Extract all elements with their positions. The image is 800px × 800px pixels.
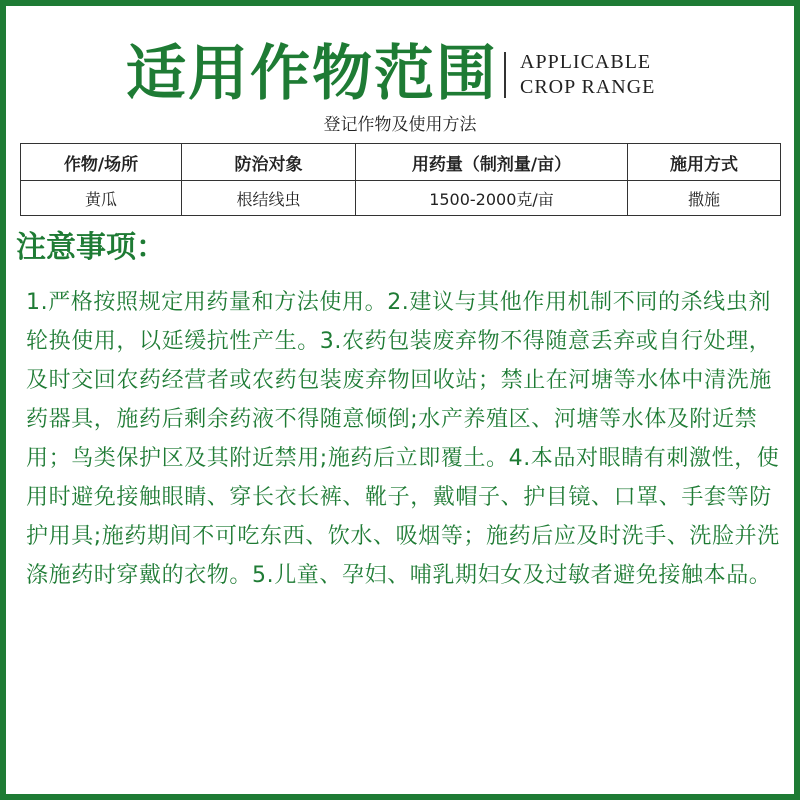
header-method: 施用方式: [628, 144, 781, 181]
english-title-line1: APPLICABLE: [520, 51, 652, 73]
header-target: 防治对象: [182, 144, 356, 181]
table-row: [21, 181, 781, 216]
cell-target: 根结线虫: [182, 181, 356, 216]
cell-crop: 黄瓜: [21, 181, 182, 216]
table-header-row: [21, 144, 781, 181]
crop-usage-table: [20, 143, 781, 216]
cell-method: 撒施: [628, 181, 781, 216]
header-dosage: 用药量（制剂量/亩）: [356, 144, 628, 181]
title-divider: [504, 52, 506, 98]
header-crop: 作物/场所: [21, 144, 182, 181]
notes-body: 1.严格按照规定用药量和方法使用。2.建议与其他作用机制不同的杀线虫剂轮换使用，以延缓抗性产生。3.农药包装废弃物不得随意丢弃或自行处理，及时交回农药经营者或农药包装废弃物回收站；禁止在河塘等水体中清洗施药器具，施药后剩余药液不得随意倾倒;水产养殖区、河塘等水体及附近禁用；鸟类保护区及其附近禁用;施药后立即覆土。4.本品对眼睛有刺激性，使用时避免接触眼睛、穿长衣长裤、靴子，戴帽子、护目镜、口罩、手套等防护用具;施药期间不可吃东西、饮水、吸烟等；施药后应及时洗手、洗脸并洗涤施药时穿戴的衣物。5.儿童、孕妇、哺乳期妇女及过敏者避免接触本品。: [26, 290, 780, 588]
cell-dosage: 1500-2000克/亩: [356, 181, 628, 216]
english-title-line2: CROP RANGE: [520, 76, 656, 98]
page-title: 适用作物范围: [126, 39, 498, 109]
table-subtitle: 登记作物及使用方法: [323, 115, 477, 135]
english-title: [520, 50, 655, 100]
notes-heading: 注意事项：: [16, 230, 166, 265]
